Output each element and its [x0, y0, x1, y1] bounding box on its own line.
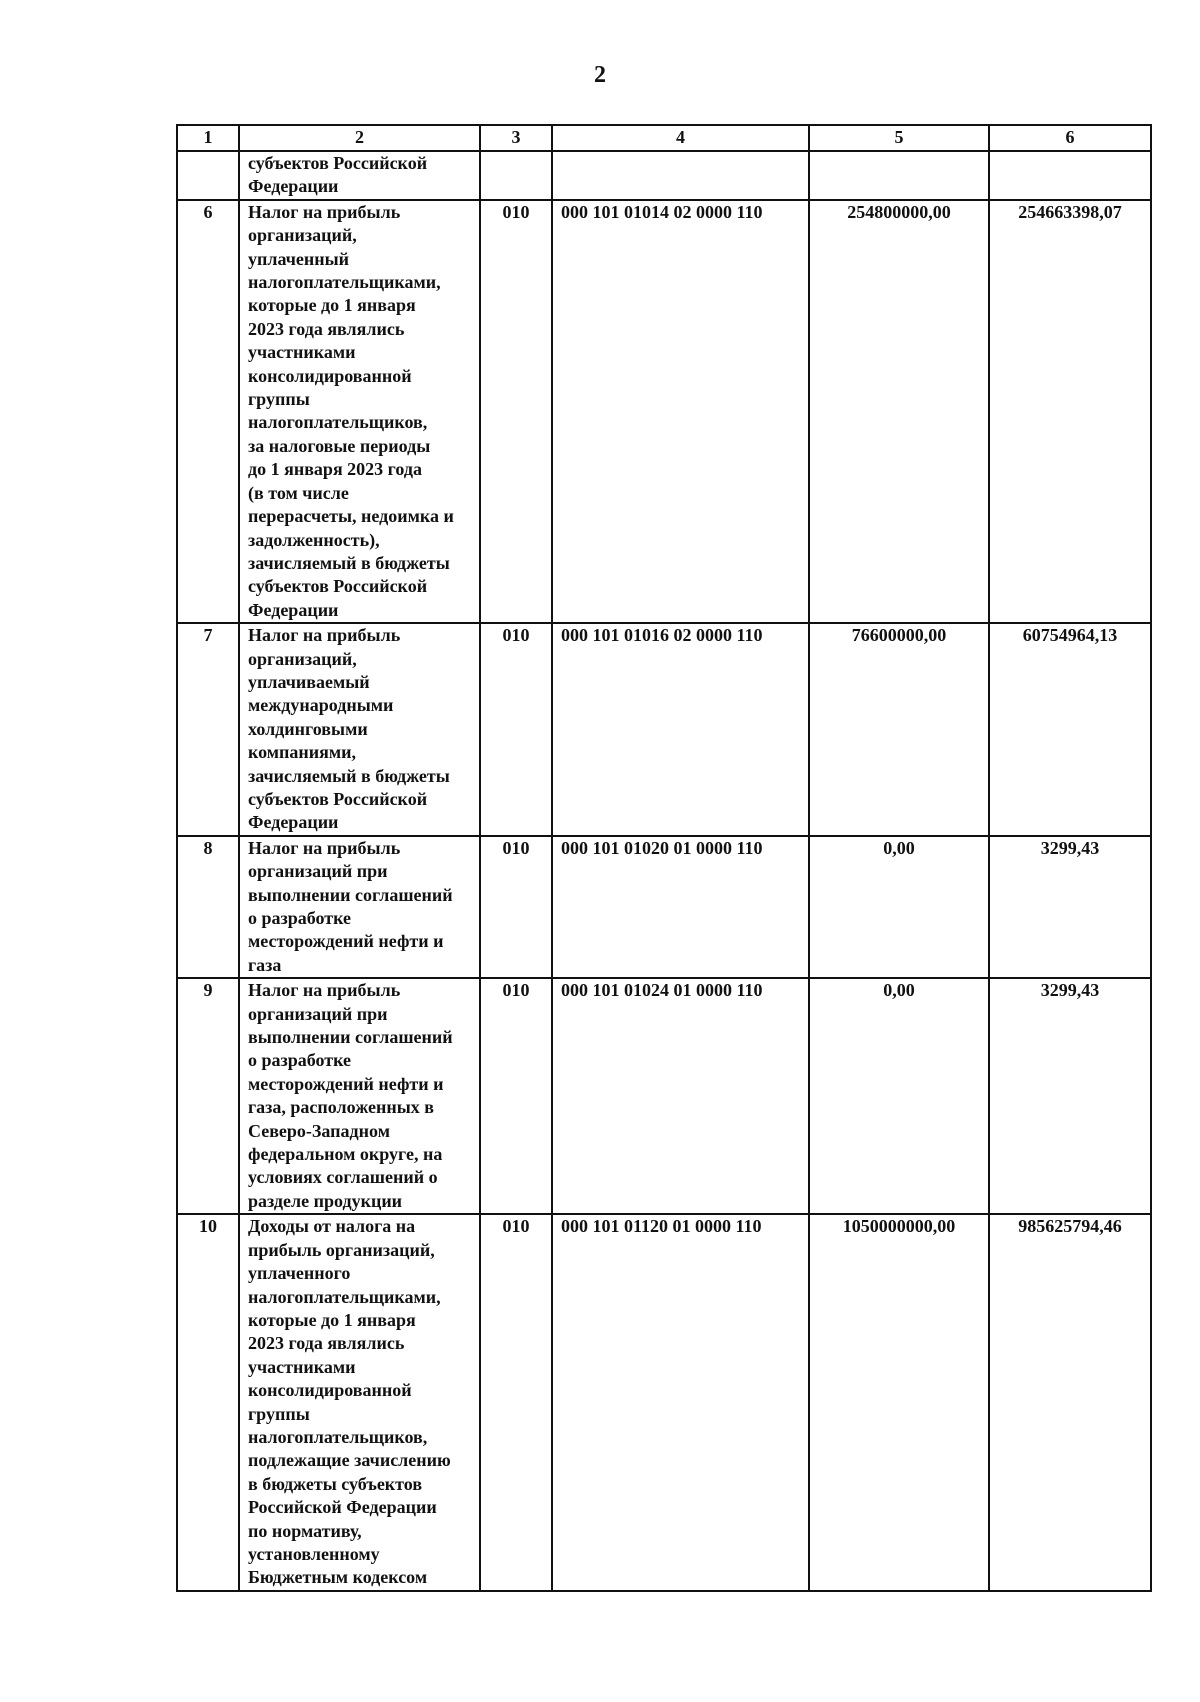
budget-classification-code-cell: 000 101 01024 01 0000 110 [552, 978, 809, 1214]
indicator-name-line: установленному [248, 1543, 380, 1564]
actual-amount-cell: 3299,43 [989, 836, 1151, 978]
planned-amount-cell: 76600000,00 [809, 623, 989, 836]
row-number-cell: 6 [177, 200, 239, 623]
table-row [177, 978, 1151, 1214]
indicator-name-line: холдинговыми [248, 718, 368, 739]
indicator-name-line: субъектов Российской [248, 788, 428, 809]
table-row [177, 1214, 1151, 1591]
indicator-name-line: налогоплательщиками, [248, 272, 441, 293]
indicator-name-cell [239, 1214, 480, 1591]
indicator-name-line: Налог на прибыль [248, 625, 401, 646]
admin-code-cell [480, 151, 552, 200]
column-header-4: 4 [552, 125, 809, 151]
indicator-name-line: которые до 1 января [248, 295, 416, 316]
indicator-name-line: консолидированной [248, 1380, 412, 1401]
indicator-name-line: Доходы от налога на [248, 1216, 416, 1237]
row-number-cell: 7 [177, 623, 239, 836]
indicator-name-line: организаций, [248, 225, 357, 246]
indicator-name-line: зачисляемый в бюджеты [248, 765, 450, 786]
indicator-name-line: которые до 1 января [248, 1309, 416, 1330]
actual-amount-cell: 60754964,13 [989, 623, 1151, 836]
indicator-name-line: месторождений нефти и [248, 931, 444, 952]
indicator-name-line: уплачиваемый [248, 671, 370, 692]
admin-code-cell: 010 [480, 623, 552, 836]
budget-classification-code-cell [552, 151, 809, 200]
column-header-3: 3 [480, 125, 552, 151]
actual-amount-cell: 3299,43 [989, 978, 1151, 1214]
budget-classification-code-cell: 000 101 01016 02 0000 110 [552, 623, 809, 836]
indicator-name-line: Налог на прибыль [248, 837, 401, 858]
indicator-name-line: участниками [248, 342, 356, 363]
indicator-name-line: субъектов Российской [248, 153, 428, 173]
indicator-name-line: Федерации [248, 176, 339, 197]
column-header-5: 5 [809, 125, 989, 151]
indicator-name-line: подлежащие зачислению [248, 1450, 451, 1471]
indicator-name-line: за налоговые периоды [248, 435, 431, 456]
planned-amount-cell: 1050000000,00 [809, 1214, 989, 1591]
indicator-name-line: консолидированной [248, 365, 412, 386]
indicator-name-line: международными [248, 695, 394, 716]
indicator-name-line: Федерации [248, 812, 339, 833]
indicator-name-line: Федерации [248, 599, 339, 620]
table-row [177, 836, 1151, 978]
revenue-table [176, 124, 1152, 1592]
indicator-name-cell [239, 151, 480, 200]
indicator-name-line: зачисляемый в бюджеты [248, 552, 450, 573]
indicator-name-line: до 1 января 2023 года [248, 459, 422, 480]
column-header-6: 6 [989, 125, 1151, 151]
indicator-name-line: (в том числе [248, 482, 349, 503]
actual-amount-cell: 985625794,46 [989, 1214, 1151, 1591]
table-header-row [177, 125, 1151, 151]
admin-code-cell: 010 [480, 1214, 552, 1591]
indicator-name-line: уплаченного [248, 1263, 351, 1284]
page-number: 2 [594, 62, 606, 88]
indicator-name-line: группы [248, 1403, 310, 1424]
indicator-name-line: уплаченный [248, 248, 350, 269]
indicator-name-cell [239, 200, 480, 623]
indicator-name-cell [239, 978, 480, 1214]
indicator-name-line: задолженность), [248, 529, 380, 550]
indicator-name-line: участниками [248, 1356, 356, 1377]
indicator-name-line: в бюджеты субъектов [248, 1473, 423, 1494]
actual-amount-cell: 254663398,07 [989, 200, 1151, 623]
admin-code-cell: 010 [480, 200, 552, 623]
indicator-name-line: газа [248, 954, 282, 975]
planned-amount-cell: 0,00 [809, 978, 989, 1214]
indicator-name-line: 2023 года являлись [248, 318, 405, 339]
indicator-name-line: организаций, [248, 648, 357, 669]
indicator-name-line: Налог на прибыль [248, 201, 401, 222]
indicator-name-line: условиях соглашений о [248, 1167, 438, 1188]
planned-amount-cell: 254800000,00 [809, 200, 989, 623]
indicator-name-line: 2023 года являлись [248, 1333, 405, 1354]
indicator-name-cell [239, 836, 480, 978]
table-row [177, 200, 1151, 623]
indicator-name-line: перерасчеты, недоимка и [248, 506, 454, 527]
row-number-cell: 8 [177, 836, 239, 978]
table-row [177, 151, 1151, 200]
indicator-name-line: выполнении соглашений [248, 884, 453, 905]
indicator-name-line: о разработке [248, 1050, 352, 1071]
indicator-name-line: Бюджетным кодексом [248, 1567, 428, 1588]
indicator-name-line: Российской Федерации [248, 1497, 437, 1518]
indicator-name-line: по нормативу, [248, 1520, 362, 1541]
indicator-name-line: прибыль организаций, [248, 1239, 435, 1260]
indicator-name-line: налогоплательщиков, [248, 412, 428, 433]
admin-code-cell: 010 [480, 978, 552, 1214]
indicator-name-line: организаций при [248, 1003, 388, 1024]
indicator-name-line: разделе продукции [248, 1190, 403, 1211]
row-number-cell: 9 [177, 978, 239, 1214]
planned-amount-cell: 0,00 [809, 836, 989, 978]
table-row [177, 623, 1151, 836]
admin-code-cell: 010 [480, 836, 552, 978]
indicator-name-line: федеральном округе, на [248, 1144, 443, 1165]
indicator-name-line: субъектов Российской [248, 576, 428, 597]
indicator-name-line: налогоплательщиков, [248, 1426, 428, 1447]
indicator-name-line: компаниями, [248, 742, 357, 763]
budget-classification-code-cell: 000 101 01014 02 0000 110 [552, 200, 809, 623]
indicator-name-line: выполнении соглашений [248, 1027, 453, 1048]
budget-classification-code-cell: 000 101 01020 01 0000 110 [552, 836, 809, 978]
indicator-name-line: организаций при [248, 861, 388, 882]
planned-amount-cell [809, 151, 989, 200]
table-body [177, 151, 1151, 1591]
indicator-name-line: газа, расположенных в [248, 1097, 435, 1118]
row-number-cell [177, 151, 239, 200]
column-header-2: 2 [239, 125, 480, 151]
indicator-name-line: налогоплательщиками, [248, 1286, 441, 1307]
column-header-1: 1 [177, 125, 239, 151]
indicator-name-line: Налог на прибыль [248, 980, 401, 1001]
budget-classification-code-cell: 000 101 01120 01 0000 110 [552, 1214, 809, 1591]
indicator-name-line: Северо-Западном [248, 1120, 390, 1141]
indicator-name-line: о разработке [248, 908, 352, 928]
actual-amount-cell [989, 151, 1151, 200]
indicator-name-line: группы [248, 389, 310, 410]
row-number-cell: 10 [177, 1214, 239, 1591]
indicator-name-cell [239, 623, 480, 836]
indicator-name-line: месторождений нефти и [248, 1073, 444, 1094]
